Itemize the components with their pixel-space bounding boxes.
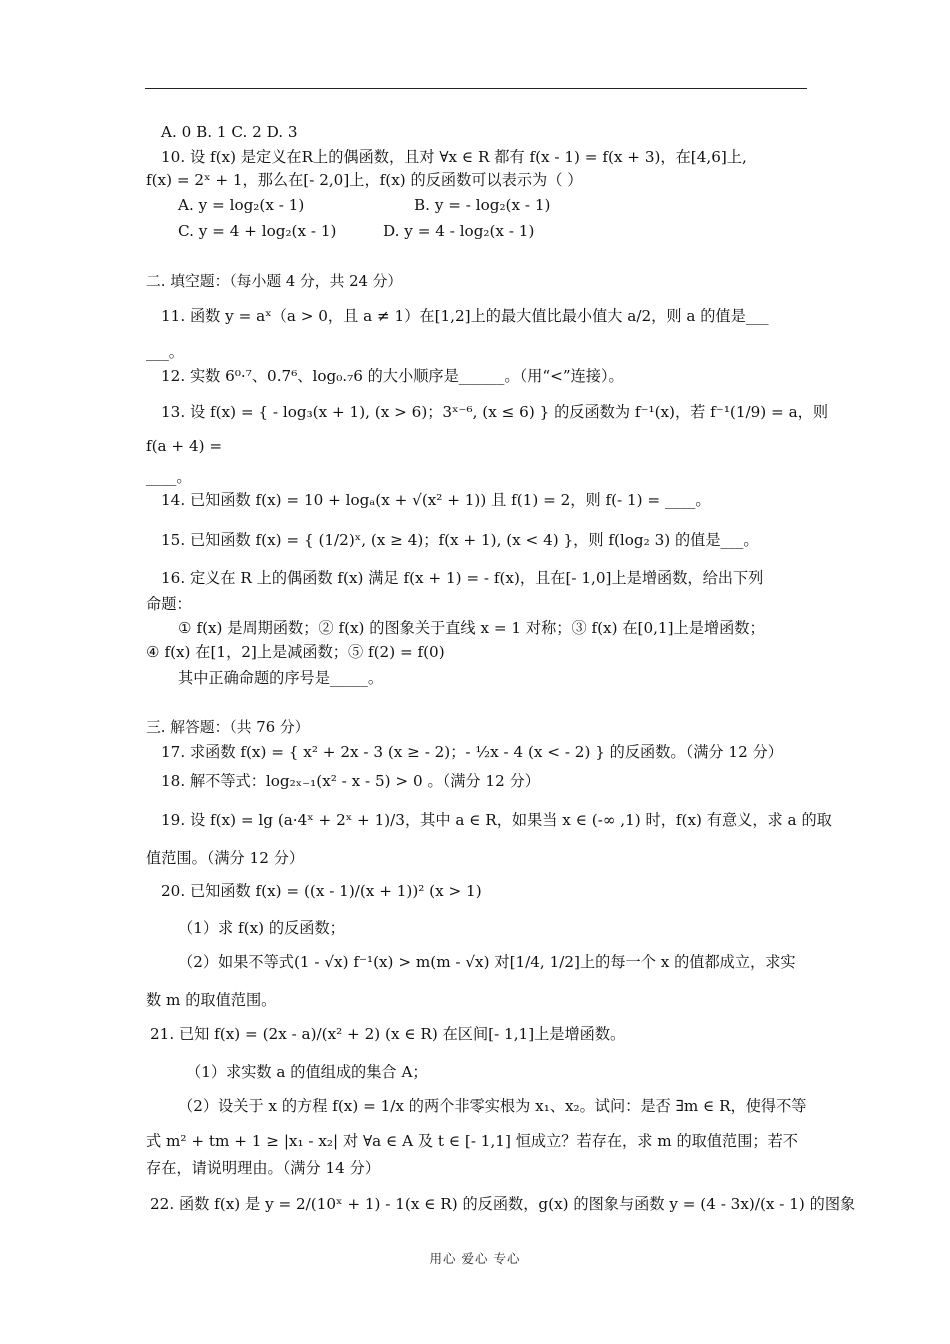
text-line: 15. 已知函数 f(x) = { (1/2)ˣ, (x ≥ 4)；f(x + 1), (x < 4) }，则 f(log₂ 3) 的值是___。: [161, 531, 759, 549]
text-line: A. 0 B. 1 C. 2 D. 3: [161, 123, 298, 141]
text-line: B. y = - log₂(x - 1): [414, 196, 551, 214]
text-line: 值范围。（满分 12 分）: [146, 849, 305, 867]
text-line: （1）求 f(x) 的反函数；: [178, 919, 345, 937]
text-line: f(x) = 2ˣ + 1，那么在[- 2,0]上，f(x) 的反函数可以表示为（ ）: [146, 171, 583, 189]
text-line: 命题：: [146, 595, 192, 613]
text-line: 三. 解答题：（共 76 分）: [146, 719, 310, 736]
text-line: 11. 函数 y = aˣ（a > 0，且 a ≠ 1）在[1,2]上的最大值比最小值大 a/2，则 a 的值是___: [161, 307, 769, 325]
text-line: ④ f(x) 在[1，2]上是减函数；⑤ f(2) = f(0): [146, 643, 445, 661]
text-line: 19. 设 f(x) = lg (a·4ˣ + 2ˣ + 1)/3，其中 a ∈ R，如果当 x ∈ (-∞ ,1) 时，f(x) 有意义，求 a 的取: [161, 811, 832, 829]
text-line: ____。: [146, 468, 192, 486]
text-line: （2）如果不等式(1 - √x) f⁻¹(x) > m(m - √x) 对[1/4, 1/2]上的每一个 x 的值都成立，求实: [178, 953, 796, 971]
text-line: ① f(x) 是周期函数；② f(x) 的图象关于直线 x = 1 对称；③ f(x) 在[0,1]上是增函数；: [178, 619, 765, 637]
text-line: 式 m² + tm + 1 ≥ |x₁ - x₂| 对 ∀a ∈ A 及 t ∈ [- 1,1] 恒成立？若存在，求 m 的取值范围；若不: [146, 1132, 798, 1150]
text-line: A. y = log₂(x - 1): [178, 196, 305, 214]
text-line: ___。: [146, 343, 184, 361]
text-line: 存在，请说明理由。（满分 14 分）: [146, 1159, 381, 1177]
text-line: 17. 求函数 f(x) = { x² + 2x - 3 (x ≥ - 2)；- ½x - 4 (x < - 2) } 的反函数。（满分 12 分）: [161, 743, 783, 761]
text-line: 数 m 的取值范围。: [146, 991, 277, 1009]
text-line: 二. 填空题：（每小题 4 分，共 24 分）: [146, 273, 403, 290]
header-rule: [145, 88, 807, 89]
text-line: C. y = 4 + log₂(x - 1): [178, 222, 337, 240]
text-line: 14. 已知函数 f(x) = 10 + logₐ(x + √(x² + 1)) 且 f(1) = 2，则 f(- 1) = ____。: [161, 491, 711, 509]
text-line: D. y = 4 - log₂(x - 1): [383, 222, 535, 240]
text-line: 12. 实数 6⁰·⁷、0.7⁶、log₀.₇6 的大小顺序是______。（用“<”连接）。: [161, 367, 624, 385]
text-line: 22. 函数 f(x) 是 y = 2/(10ˣ + 1) - 1(x ∈ R) 的反函数，g(x) 的图象与函数 y = (4 - 3x)/(x - 1) 的图象: [150, 1195, 856, 1213]
text-line: 16. 定义在 R 上的偶函数 f(x) 满足 f(x + 1) = - f(x)，且在[- 1,0]上是增函数，给出下列: [161, 569, 764, 587]
text-line: 其中正确命题的序号是_____。: [178, 669, 384, 687]
text-line: （1）求实数 a 的值组成的集合 A；: [186, 1063, 428, 1081]
text-line: 20. 已知函数 f(x) = ((x - 1)/(x + 1))² (x > 1): [161, 882, 482, 900]
text-line: （2）设关于 x 的方程 f(x) = 1/x 的两个非零实根为 x₁、x₂。试问：是否 ∃m ∈ R，使得不等: [178, 1097, 807, 1115]
text-line: f(a + 4) =: [146, 437, 223, 455]
page-footer: 用心 爱心 专心: [429, 1251, 521, 1266]
text-line: 10. 设 f(x) 是定义在R上的偶函数，且对 ∀x ∈ R 都有 f(x - 1) = f(x + 3)，在[4,6]上,: [161, 148, 747, 166]
text-line: 18. 解不等式：log₂ₓ₋₁(x² - x - 5) > 0 。（满分 12 分）: [161, 772, 540, 790]
text-line: 13. 设 f(x) = { - log₃(x + 1), (x > 6)；3ˣ⁻⁶, (x ≤ 6) } 的反函数为 f⁻¹(x)，若 f⁻¹(1/9) = a，则: [161, 403, 829, 421]
text-line: 21. 已知 f(x) = (2x - a)/(x² + 2) (x ∈ R) 在区间[- 1,1]上是增函数。: [150, 1025, 626, 1043]
